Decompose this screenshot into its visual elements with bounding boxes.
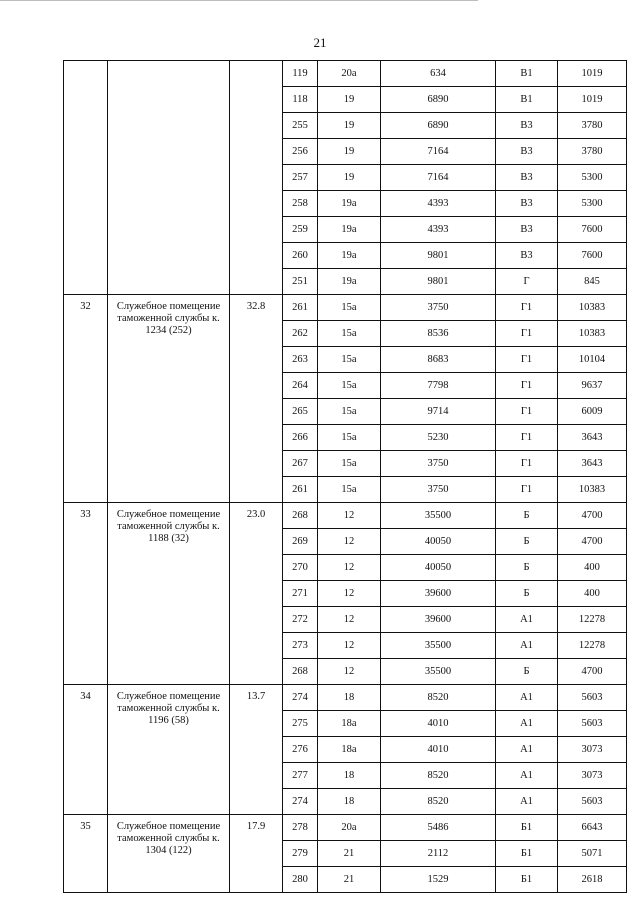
room-number-cell: 33 — [64, 503, 108, 685]
value-cell: 845 — [558, 269, 627, 295]
distance-cell: 6890 — [381, 87, 496, 113]
category-cell: В3 — [496, 243, 558, 269]
table-body — [64, 61, 627, 893]
distance-cell: 2112 — [381, 841, 496, 867]
distance-cell: 3750 — [381, 295, 496, 321]
scan-edge-line — [0, 0, 478, 1]
category-cell: В1 — [496, 87, 558, 113]
value-cell: 6009 — [558, 399, 627, 425]
point-number-cell: 256 — [283, 139, 318, 165]
point-number-cell: 274 — [283, 789, 318, 815]
category-cell: Б1 — [496, 867, 558, 893]
point-number-cell: 262 — [283, 321, 318, 347]
point-number-cell: 280 — [283, 867, 318, 893]
category-cell: Г1 — [496, 295, 558, 321]
section-cell: 12 — [318, 503, 381, 529]
room-area-cell: 32.8 — [230, 295, 283, 503]
section-cell: 18а — [318, 711, 381, 737]
value-cell: 10383 — [558, 477, 627, 503]
value-cell: 10383 — [558, 295, 627, 321]
category-cell: В3 — [496, 139, 558, 165]
distance-cell: 4010 — [381, 711, 496, 737]
distance-cell: 4010 — [381, 737, 496, 763]
value-cell: 5603 — [558, 685, 627, 711]
distance-cell: 35500 — [381, 633, 496, 659]
distance-cell: 9801 — [381, 243, 496, 269]
distance-cell: 634 — [381, 61, 496, 87]
table-row — [64, 503, 627, 529]
distance-cell: 4393 — [381, 217, 496, 243]
room-area-cell: 13.7 — [230, 685, 283, 815]
category-cell: А1 — [496, 763, 558, 789]
category-cell: Б1 — [496, 841, 558, 867]
point-number-cell: 279 — [283, 841, 318, 867]
distance-cell: 35500 — [381, 503, 496, 529]
category-cell: Г1 — [496, 451, 558, 477]
room-name-cell: Служебное помещение таможенной службы к. 1304 (122) — [108, 815, 230, 893]
point-number-cell: 273 — [283, 633, 318, 659]
section-cell: 21 — [318, 841, 381, 867]
point-number-cell: 263 — [283, 347, 318, 373]
category-cell: Б — [496, 555, 558, 581]
value-cell: 10383 — [558, 321, 627, 347]
value-cell: 5300 — [558, 191, 627, 217]
section-cell: 20а — [318, 61, 381, 87]
value-cell: 9637 — [558, 373, 627, 399]
point-number-cell: 275 — [283, 711, 318, 737]
point-number-cell: 269 — [283, 529, 318, 555]
point-number-cell: 274 — [283, 685, 318, 711]
category-cell: В3 — [496, 191, 558, 217]
section-cell: 19а — [318, 269, 381, 295]
category-cell: Б — [496, 581, 558, 607]
room-number-cell: 34 — [64, 685, 108, 815]
section-cell: 19 — [318, 139, 381, 165]
table-row — [64, 295, 627, 321]
point-number-cell: 272 — [283, 607, 318, 633]
section-cell: 15а — [318, 347, 381, 373]
value-cell: 400 — [558, 555, 627, 581]
category-cell: А1 — [496, 607, 558, 633]
point-number-cell: 266 — [283, 425, 318, 451]
category-cell: В3 — [496, 165, 558, 191]
category-cell: Г1 — [496, 347, 558, 373]
distance-cell: 7798 — [381, 373, 496, 399]
category-cell: Г1 — [496, 373, 558, 399]
distance-cell: 8536 — [381, 321, 496, 347]
point-number-cell: 268 — [283, 503, 318, 529]
distance-cell: 5486 — [381, 815, 496, 841]
room-name-cell: Служебное помещение таможенной службы к. 1188 (32) — [108, 503, 230, 685]
category-cell: В1 — [496, 61, 558, 87]
category-cell: А1 — [496, 789, 558, 815]
point-number-cell: 278 — [283, 815, 318, 841]
point-number-cell: 276 — [283, 737, 318, 763]
value-cell: 3073 — [558, 763, 627, 789]
distance-cell: 6890 — [381, 113, 496, 139]
point-number-cell: 260 — [283, 243, 318, 269]
distance-cell: 5230 — [381, 425, 496, 451]
room-area-cell — [230, 61, 283, 295]
section-cell: 15а — [318, 321, 381, 347]
distance-cell: 3750 — [381, 477, 496, 503]
distance-cell: 1529 — [381, 867, 496, 893]
coordinates-table — [63, 60, 627, 893]
category-cell: Г1 — [496, 477, 558, 503]
value-cell: 10104 — [558, 347, 627, 373]
section-cell: 19 — [318, 113, 381, 139]
section-cell: 15а — [318, 295, 381, 321]
room-number-cell: 32 — [64, 295, 108, 503]
room-number-cell: 35 — [64, 815, 108, 893]
value-cell: 12278 — [558, 607, 627, 633]
category-cell: А1 — [496, 711, 558, 737]
section-cell: 12 — [318, 581, 381, 607]
section-cell: 12 — [318, 555, 381, 581]
point-number-cell: 261 — [283, 295, 318, 321]
page-number: 21 — [313, 35, 327, 50]
category-cell: Б — [496, 503, 558, 529]
point-number-cell: 268 — [283, 659, 318, 685]
category-cell: В3 — [496, 217, 558, 243]
value-cell: 3643 — [558, 451, 627, 477]
point-number-cell: 118 — [283, 87, 318, 113]
category-cell: Г1 — [496, 399, 558, 425]
point-number-cell: 251 — [283, 269, 318, 295]
section-cell: 19 — [318, 165, 381, 191]
section-cell: 15а — [318, 451, 381, 477]
category-cell: А1 — [496, 633, 558, 659]
table-row — [64, 61, 627, 87]
distance-cell: 4393 — [381, 191, 496, 217]
value-cell: 3073 — [558, 737, 627, 763]
value-cell: 7600 — [558, 243, 627, 269]
value-cell: 5603 — [558, 789, 627, 815]
point-number-cell: 258 — [283, 191, 318, 217]
value-cell: 6643 — [558, 815, 627, 841]
room-area-cell: 17.9 — [230, 815, 283, 893]
section-cell: 12 — [318, 659, 381, 685]
point-number-cell: 257 — [283, 165, 318, 191]
category-cell: А1 — [496, 685, 558, 711]
distance-cell: 8520 — [381, 685, 496, 711]
room-number-cell — [64, 61, 108, 295]
category-cell: В3 — [496, 113, 558, 139]
point-number-cell: 119 — [283, 61, 318, 87]
value-cell: 3780 — [558, 113, 627, 139]
point-number-cell: 261 — [283, 477, 318, 503]
section-cell: 15а — [318, 399, 381, 425]
room-area-cell: 23.0 — [230, 503, 283, 685]
category-cell: А1 — [496, 737, 558, 763]
section-cell: 18а — [318, 737, 381, 763]
room-name-cell: Служебное помещение таможенной службы к. 1234 (252) — [108, 295, 230, 503]
point-number-cell: 270 — [283, 555, 318, 581]
category-cell: Г1 — [496, 425, 558, 451]
distance-cell: 39600 — [381, 581, 496, 607]
category-cell: Г1 — [496, 321, 558, 347]
section-cell: 15а — [318, 373, 381, 399]
value-cell: 5603 — [558, 711, 627, 737]
section-cell: 15а — [318, 425, 381, 451]
section-cell: 12 — [318, 607, 381, 633]
section-cell: 12 — [318, 633, 381, 659]
distance-cell: 35500 — [381, 659, 496, 685]
point-number-cell: 265 — [283, 399, 318, 425]
section-cell: 15а — [318, 477, 381, 503]
value-cell: 3780 — [558, 139, 627, 165]
room-name-cell — [108, 61, 230, 295]
distance-cell: 3750 — [381, 451, 496, 477]
distance-cell: 40050 — [381, 529, 496, 555]
category-cell: Б1 — [496, 815, 558, 841]
table-row — [64, 815, 627, 841]
point-number-cell: 259 — [283, 217, 318, 243]
category-cell: Б — [496, 659, 558, 685]
distance-cell: 40050 — [381, 555, 496, 581]
distance-cell: 8520 — [381, 763, 496, 789]
point-number-cell: 277 — [283, 763, 318, 789]
distance-cell: 9801 — [381, 269, 496, 295]
section-cell: 18 — [318, 789, 381, 815]
value-cell: 5071 — [558, 841, 627, 867]
value-cell: 4700 — [558, 659, 627, 685]
section-cell: 21 — [318, 867, 381, 893]
point-number-cell: 264 — [283, 373, 318, 399]
category-cell: Б — [496, 529, 558, 555]
point-number-cell: 255 — [283, 113, 318, 139]
point-number-cell: 267 — [283, 451, 318, 477]
distance-cell: 8683 — [381, 347, 496, 373]
value-cell: 2618 — [558, 867, 627, 893]
distance-cell: 7164 — [381, 139, 496, 165]
value-cell: 4700 — [558, 529, 627, 555]
section-cell: 19а — [318, 243, 381, 269]
value-cell: 12278 — [558, 633, 627, 659]
section-cell: 18 — [318, 685, 381, 711]
section-cell: 19 — [318, 87, 381, 113]
distance-cell: 7164 — [381, 165, 496, 191]
value-cell: 1019 — [558, 61, 627, 87]
value-cell: 4700 — [558, 503, 627, 529]
section-cell: 19а — [318, 217, 381, 243]
value-cell: 3643 — [558, 425, 627, 451]
distance-cell: 39600 — [381, 607, 496, 633]
value-cell: 1019 — [558, 87, 627, 113]
section-cell: 18 — [318, 763, 381, 789]
value-cell: 400 — [558, 581, 627, 607]
value-cell: 7600 — [558, 217, 627, 243]
room-name-cell: Служебное помещение таможенной службы к. 1196 (58) — [108, 685, 230, 815]
distance-cell: 8520 — [381, 789, 496, 815]
value-cell: 5300 — [558, 165, 627, 191]
table-row — [64, 685, 627, 711]
distance-cell: 9714 — [381, 399, 496, 425]
category-cell: Г — [496, 269, 558, 295]
section-cell: 19а — [318, 191, 381, 217]
section-cell: 20а — [318, 815, 381, 841]
point-number-cell: 271 — [283, 581, 318, 607]
section-cell: 12 — [318, 529, 381, 555]
